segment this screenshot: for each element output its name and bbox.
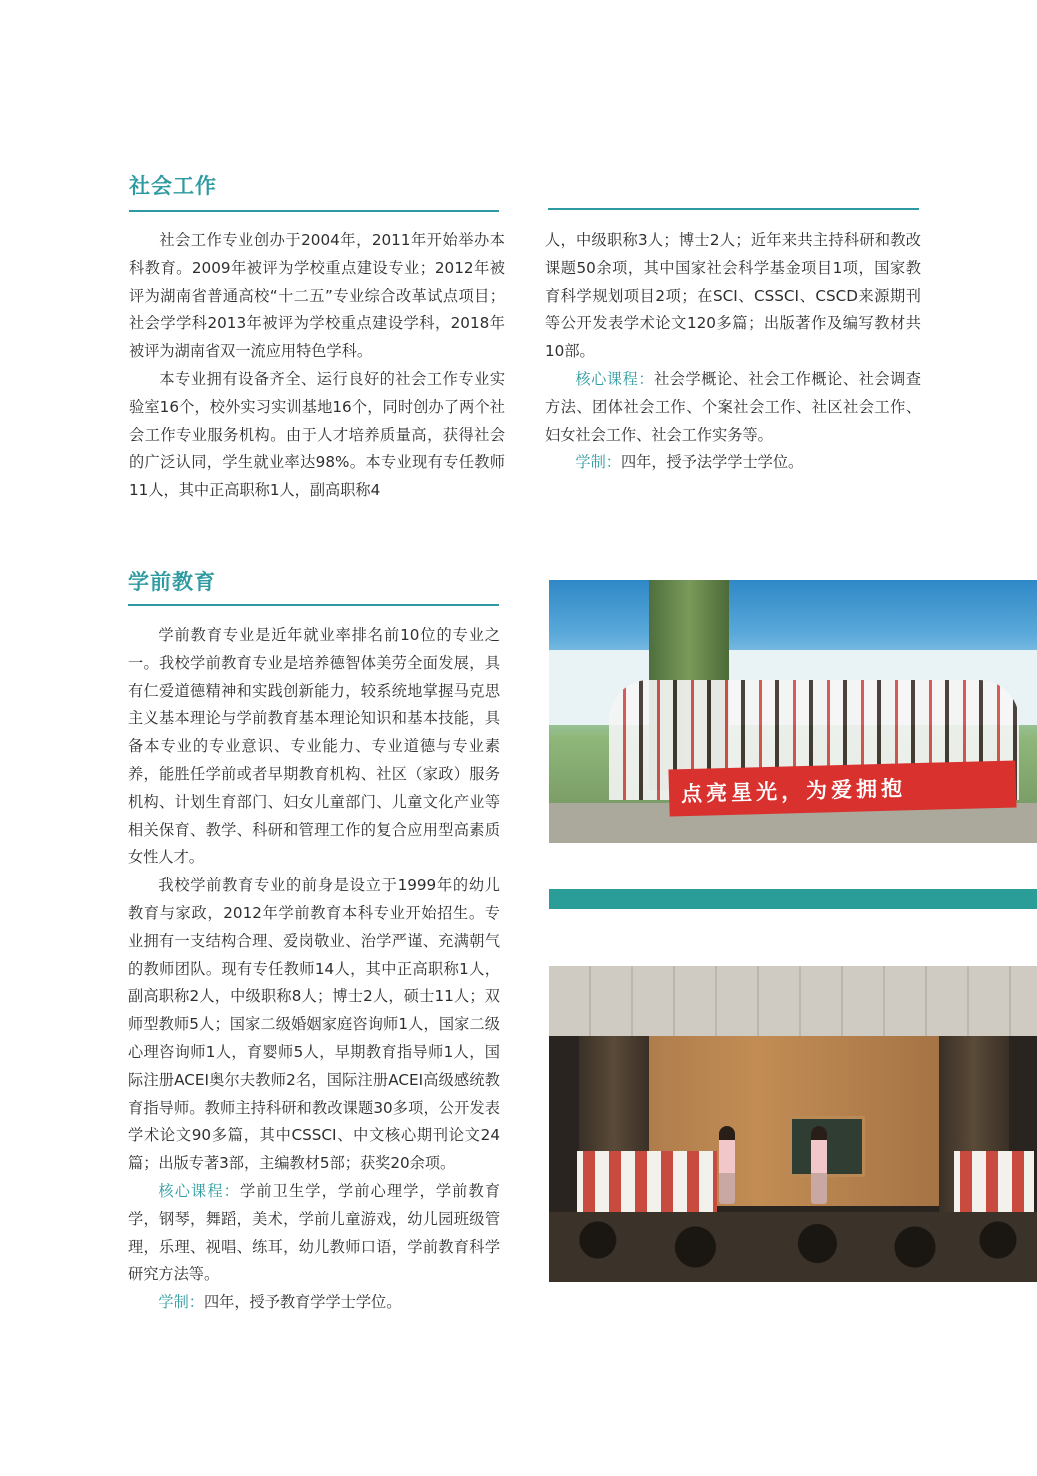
photo-audience [549, 1212, 1037, 1282]
photo-performer-2 [811, 1126, 827, 1204]
banner-text: 点亮星光，为爱拥抱 [680, 775, 907, 806]
section-title-preschool: 学前教育 [128, 570, 216, 594]
social-work-column-left [129, 227, 505, 505]
section-rule-preschool [128, 604, 499, 606]
social-work-paragraph-1: 社会工作专业创办于2004年，2011年开始举办本科教育。2009年被评为学校重点建设专业；2012年被评为湖南省普通高校“十二五”专业综合改革试点项目；社会学学科2013年被评为学校重点建设学科，2018年被评为湖南省双一流应用特色学科。 [129, 231, 505, 361]
study-system-label: 学制： [158, 1293, 204, 1312]
photo-red-banner [668, 760, 1016, 816]
social-work-column-right [545, 227, 921, 477]
social-work-paragraph-2-continued: 人，中级职称3人；博士2人；近年来共主持科研和教改课题50余项，其中国家社会科学基金项目1项，国家教育科学规划项目2项；在SCI、CSSCI、CSCD来源期刊等公开发表学术论文120多篇；出版著作及编写教材共10部。 [545, 231, 921, 361]
study-system-label: 学制： [575, 453, 621, 472]
core-courses-text: 社会学概论、社会工作概论、社会调查方法、团体社会工作、个案社会工作、社区社会工作、妇女社会工作、社会工作实务等。 [545, 369, 921, 444]
core-courses-text: 学前卫生学，学前心理学，学前教育学，钢琴，舞蹈，美术，学前儿童游戏，幼儿园班级管理，乐理、视唱、练耳，幼儿教师口语，学前教育科学研究方法等。 [128, 1181, 501, 1284]
preschool-paragraph-2: 我校学前教育专业的前身是设立于1999年的幼儿教育与家政，2012年学前教育本科专业开始招生。专业拥有一支结构合理、爱岗敬业、治学严谨、充满朝气的教师团队。现有专任教师14人，其中正高职称1人，副高职称2人，中级职称8人；博士2人，硕士11人；双师型教师5人；国家二级婚姻家庭咨询师1人，国家二级心理咨询师1人，育婴师5人，早期教育指导师1人，国际注册ACEI奥尔夫教师2名，国际注册ACEI高级感统教育指导师。教师主持科研和教改课题30多项，公开发表学术论文90多篇，其中CSSCI、中文核心期刊论文24篇；出版专著3部，主编教材5部；获奖20余项。 [128, 876, 500, 1173]
section-rule-right [548, 208, 919, 210]
core-courses-label: 核心课程： [158, 1181, 240, 1200]
section-title-social-work: 社会工作 [129, 174, 217, 198]
preschool-core-courses [128, 1178, 500, 1289]
photo-outdoor-group [549, 580, 1037, 843]
teal-divider-bar [549, 889, 1037, 909]
photo-blackboard [789, 1116, 865, 1177]
social-work-study-system [545, 449, 921, 477]
social-work-core-courses [545, 366, 921, 449]
core-courses-label: 核心课程： [575, 369, 655, 388]
section-rule-left [129, 210, 499, 212]
preschool-column [128, 622, 500, 1317]
study-system-text: 四年，授予法学学士学位。 [620, 453, 804, 472]
photo-performer-1 [719, 1126, 735, 1204]
social-work-paragraph-2: 本专业拥有设备齐全、运行良好的社会工作专业实验室16个，校外实习实训基地16个，同时创办了两个社会工作专业服务机构。由于人才培养质量高，获得社会的广泛认同，学生就业率达98%。本专业现有专任教师11人，其中正高职称1人，副高职称4 [129, 369, 505, 500]
preschool-paragraph-1: 学前教育专业是近年就业率排名前10位的专业之一。我校学前教育专业是培养德智体美劳全面发展，具有仁爱道德精神和实践创新能力，较系统地掌握马克思主义基本理论与学前教育基本理论知识和基本技能，具备本专业的专业意识、专业能力、专业道德与专业素养，能胜任学前或者早期教育机构、社区（家政）服务机构、计划生育部门、妇女儿童部门、儿童文化产业等相关保育、教学、科研和管理工作的复合应用型高素质女性人才。 [128, 626, 500, 867]
preschool-study-system [128, 1289, 500, 1317]
study-system-text: 四年，授予教育学学士学位。 [203, 1293, 402, 1312]
photo-ceiling [549, 966, 1037, 1036]
photo-indoor-stage [549, 966, 1037, 1282]
